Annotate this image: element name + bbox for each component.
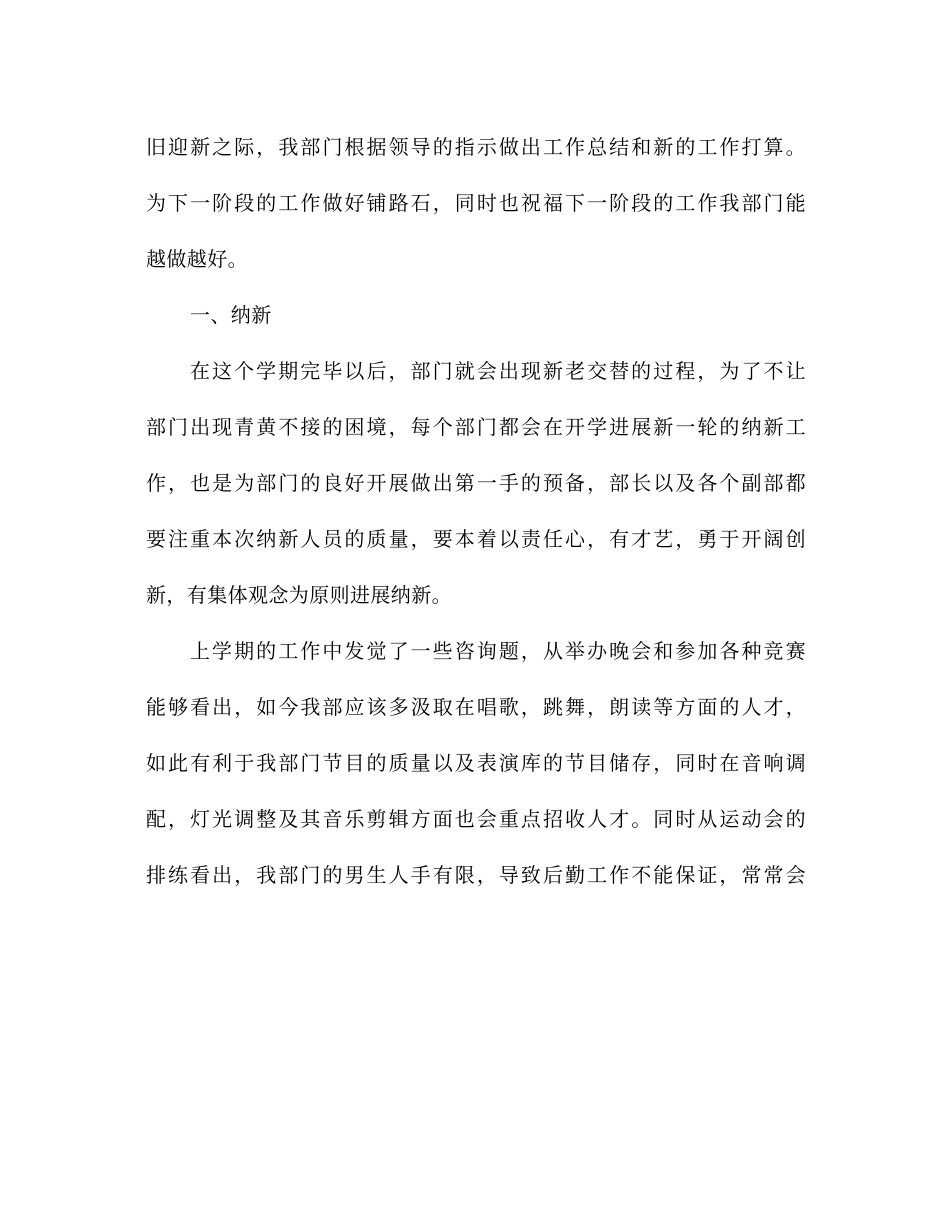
text-line: 上学期的工作中发觉了一些咨询题，从举办晚会和参加各种竞赛 [190, 639, 806, 663]
text-line: 如此有利于我部门节目的质量以及表演库的节目储存，同时在音响调 [146, 751, 806, 775]
text-line: 作，也是为部门的良好开展做出第一手的预备，部长以及各个副部都 [146, 471, 806, 495]
text-line: 配，灯光调整及其音乐剪辑方面也会重点招收人才。同时从运动会的 [146, 807, 806, 831]
text-line: 要注重本次纳新人员的质量，要本着以责任心，有才艺，勇于开阔创 [146, 527, 806, 551]
text-line: 排练看出，我部门的男生人手有限，导致后勤工作不能保证，常常会 [146, 863, 806, 887]
text-line: 为下一阶段的工作做好铺路石，同时也祝福下一阶段的工作我部门能 [146, 191, 806, 215]
text-line: 越做越好。 [146, 247, 248, 271]
text-line: 部门出现青黄不接的困境，每个部门都会在开学进展新一轮的纳新工 [146, 415, 806, 439]
document-body [146, 122, 806, 906]
text-line: 旧迎新之际，我部门根据领导的指示做出工作总结和新的工作打算。 [146, 135, 806, 159]
text-line: 在这个学期完毕以后，部门就会出现新老交替的过程，为了不让 [190, 359, 806, 383]
text-line: 新，有集体观念为原则进展纳新。 [146, 583, 452, 607]
text-line: 能够看出，如今我部应该多汲取在唱歌，跳舞，朗读等方面的人才， [146, 695, 806, 719]
section-heading: 一、纳新 [190, 303, 272, 327]
